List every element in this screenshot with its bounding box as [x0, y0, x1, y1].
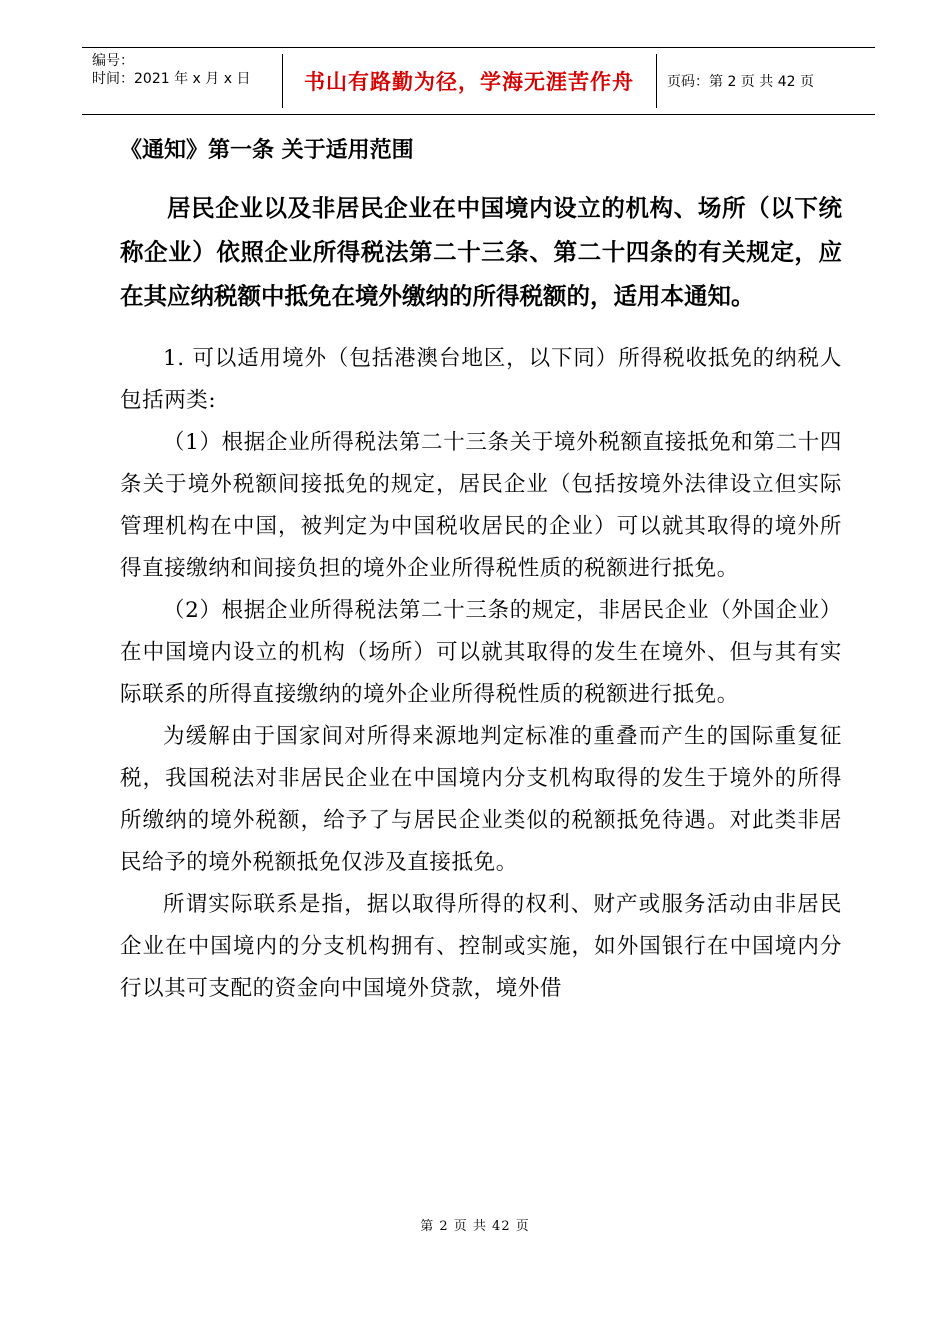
body-paragraph-2: （1）根据企业所得税法第二十三条关于境外税额直接抵免和第二十四条关于境外税额间接抵免的规定，居民企业（包括按境外法律设立但实际管理机构在中国，被判定为中国税收居民的企业）可以就其取得的境外所得直接缴纳和间接负担的境外企业所得税性质的税额进行抵免。: [120, 430, 842, 581]
header-meta: [92, 52, 250, 88]
number-label: 编号：: [92, 53, 134, 69]
header-divider: [656, 54, 657, 108]
intro-paragraph: 居民企业以及非居民企业在中国境内设立的机构、场所（以下统称企业）依照企业所得税法第二十三条、第二十四条的有关规定，应在其应纳税额中抵免在境外缴纳的所得税额的，适用本通知。: [120, 194, 842, 310]
page-footer: 第 2 页 共 42 页: [420, 1219, 530, 1234]
body-paragraph-3: （2）根据企业所得税法第二十三条的规定，非居民企业（外国企业）在中国境内设立的机构（场所）可以就其取得的发生在境外、但与其有实际联系的所得直接缴纳的境外企业所得税性质的税额进行抵免。: [120, 598, 842, 707]
header-motto: 书山有路勤为径，学海无涯苦作舟: [304, 70, 634, 94]
header-page-number: 页码：第 2 页 共 42 页: [667, 74, 814, 90]
page-header: [82, 47, 875, 115]
section-heading: 《通知》第一条 关于适用范围: [120, 138, 414, 163]
body-paragraph-4: 为缓解由于国家间对所得来源地判定标准的重叠而产生的国际重复征税，我国税法对非居民企业在中国境内分支机构取得的发生于境外的所得所缴纳的境外税额，给予了与居民企业类似的税额抵免待遇。对此类非居民给予的境外税额抵免仅涉及直接抵免。: [120, 724, 842, 875]
body-paragraph-1: 1. 可以适用境外（包括港澳台地区，以下同）所得税收抵免的纳税人包括两类:: [120, 346, 842, 413]
document-body: [120, 128, 842, 1010]
time-label: 时间：2021 年 x 月 x 日: [92, 71, 251, 87]
body-paragraph-5: 所谓实际联系是指，据以取得所得的权利、财产或服务活动由非居民企业在中国境内的分支机构拥有、控制或实施，如外国银行在中国境内分行以其可支配的资金向中国境外贷款，境外借: [120, 892, 842, 1001]
